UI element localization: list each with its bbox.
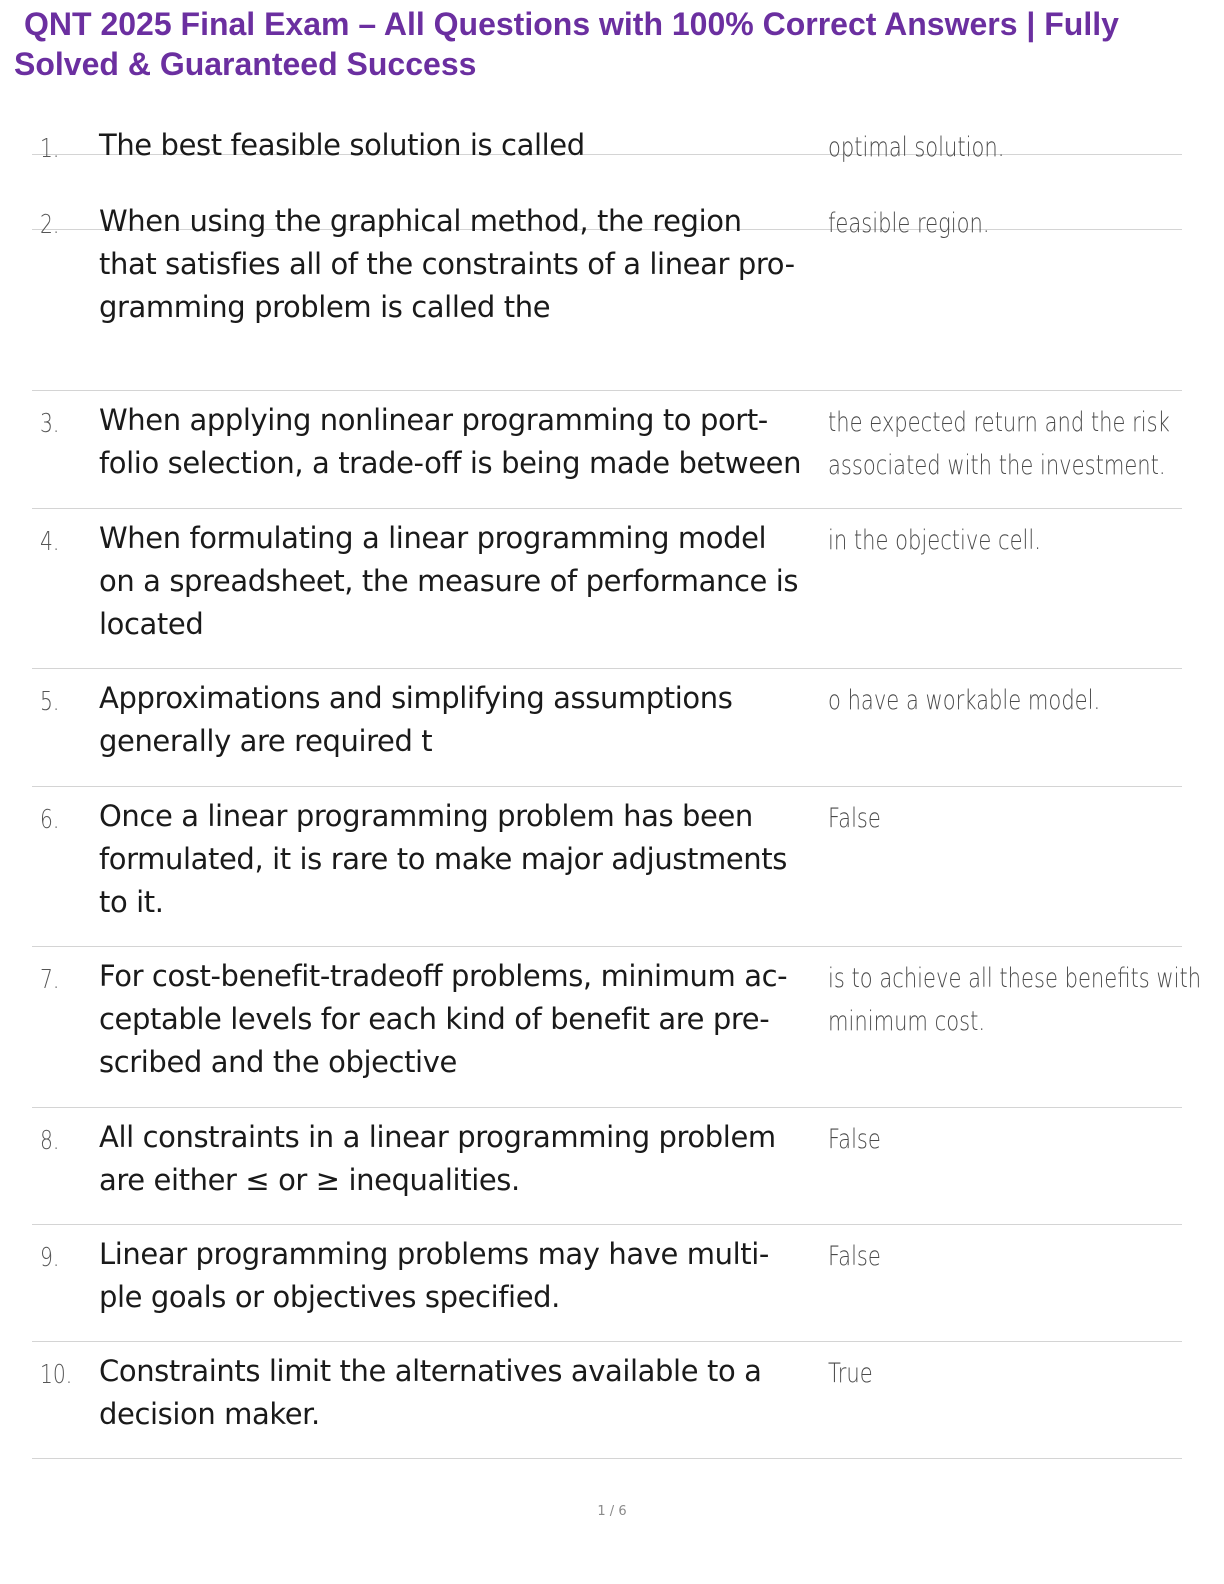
question-item-2 <box>32 192 1182 391</box>
answer-text <box>828 519 1171 562</box>
question-item-7 <box>32 947 1202 1108</box>
answer-line: feasible region. <box>828 208 990 239</box>
page-title: QNT 2025 Final Exam – All Questions with 100% Correct Answers | Fully Solved & Guaranteed Success <box>14 6 1119 82</box>
question-number: 1. <box>40 134 60 164</box>
question-item-3 <box>32 391 1182 509</box>
question-line: scribed and the objective <box>99 1045 457 1079</box>
answer-text <box>828 679 1171 722</box>
question-number: 4. <box>40 527 60 557</box>
question-line: to it. <box>99 885 164 919</box>
question-number: 3. <box>40 409 60 439</box>
answer-text <box>828 401 1171 487</box>
question-line: All constraints in a linear programming problem <box>99 1120 776 1154</box>
answer-line: in the objective cell. <box>828 525 1041 556</box>
question-text <box>99 1116 829 1202</box>
question-number: 8. <box>40 1126 60 1156</box>
question-line: Once a linear programming problem has been <box>99 799 753 833</box>
question-item-6 <box>32 787 1182 947</box>
question-line: When applying nonlinear programming to port- <box>99 403 768 437</box>
question-line: When using the graphical method, the region <box>99 204 742 238</box>
question-line: formulated, it is rare to make major adjustments <box>99 842 787 876</box>
question-line: decision maker. <box>99 1397 320 1431</box>
answer-line: False <box>828 1241 881 1272</box>
answer-text <box>828 1118 1171 1161</box>
question-item-10 <box>32 1342 1182 1459</box>
question-line: For cost-benefit-tradeoff problems, minimum ac- <box>99 959 788 993</box>
question-number: 2. <box>40 210 60 240</box>
question-line: ple goals or objectives specified. <box>99 1280 560 1314</box>
answer-line: False <box>828 803 881 834</box>
answer-text <box>828 1352 1171 1395</box>
question-number: 6. <box>40 805 60 835</box>
answer-text <box>828 126 1171 169</box>
question-text <box>99 200 829 329</box>
question-line: gramming problem is called the <box>99 290 551 324</box>
question-text <box>99 677 829 763</box>
question-line: Linear programming problems may have multi- <box>99 1237 769 1271</box>
answer-text <box>828 202 1171 245</box>
answer-text <box>828 797 1171 840</box>
question-text <box>99 955 829 1084</box>
question-number: 10. <box>40 1360 73 1390</box>
answer-line: False <box>828 1124 881 1155</box>
answer-line: optimal solution. <box>828 132 1005 163</box>
question-text <box>99 1233 829 1319</box>
question-line: Approximations and simplifying assumptions <box>99 681 733 715</box>
question-text <box>99 795 829 924</box>
answer-line: associated with the investment. <box>828 450 1166 481</box>
page-number: 1 / 6 <box>597 1504 627 1519</box>
answer-text <box>828 1235 1171 1278</box>
answer-line: o have a workable model. <box>828 685 1101 716</box>
question-line: When formulating a linear programming model <box>99 521 767 555</box>
question-line: generally are required t <box>99 724 433 758</box>
answer-line: minimum cost. <box>828 1006 986 1037</box>
question-number: 5. <box>40 687 60 717</box>
question-number: 7. <box>40 965 60 995</box>
question-text <box>99 399 829 485</box>
question-text <box>99 517 829 646</box>
question-item-1 <box>32 116 1182 192</box>
question-line: ceptable levels for each kind of benefit are pre- <box>99 1002 770 1036</box>
question-number: 9. <box>40 1243 60 1273</box>
question-item-4 <box>32 509 1182 669</box>
question-item-5 <box>32 669 1182 787</box>
answer-line: is to achieve all these benefits with <box>828 963 1202 994</box>
answer-line: True <box>828 1358 873 1389</box>
question-text <box>99 1350 829 1436</box>
question-line: located <box>99 607 204 641</box>
question-item-8 <box>32 1108 1182 1225</box>
question-line: on a spreadsheet, the measure of performance is <box>99 564 799 598</box>
question-text <box>99 124 829 167</box>
question-item-9 <box>32 1225 1182 1342</box>
question-line: folio selection, a trade-off is being made between <box>99 446 802 480</box>
question-line: are either ≤ or ≥ inequalities. <box>99 1163 520 1197</box>
question-line: The best feasible solution is called <box>99 128 585 162</box>
answer-text <box>828 957 1202 1043</box>
answer-line: the expected return and the risk <box>828 407 1170 438</box>
question-list <box>32 116 1202 1459</box>
question-line: that satisfies all of the constraints of a linear pro- <box>99 247 795 281</box>
question-line: Constraints limit the alternatives available to a <box>99 1354 762 1388</box>
